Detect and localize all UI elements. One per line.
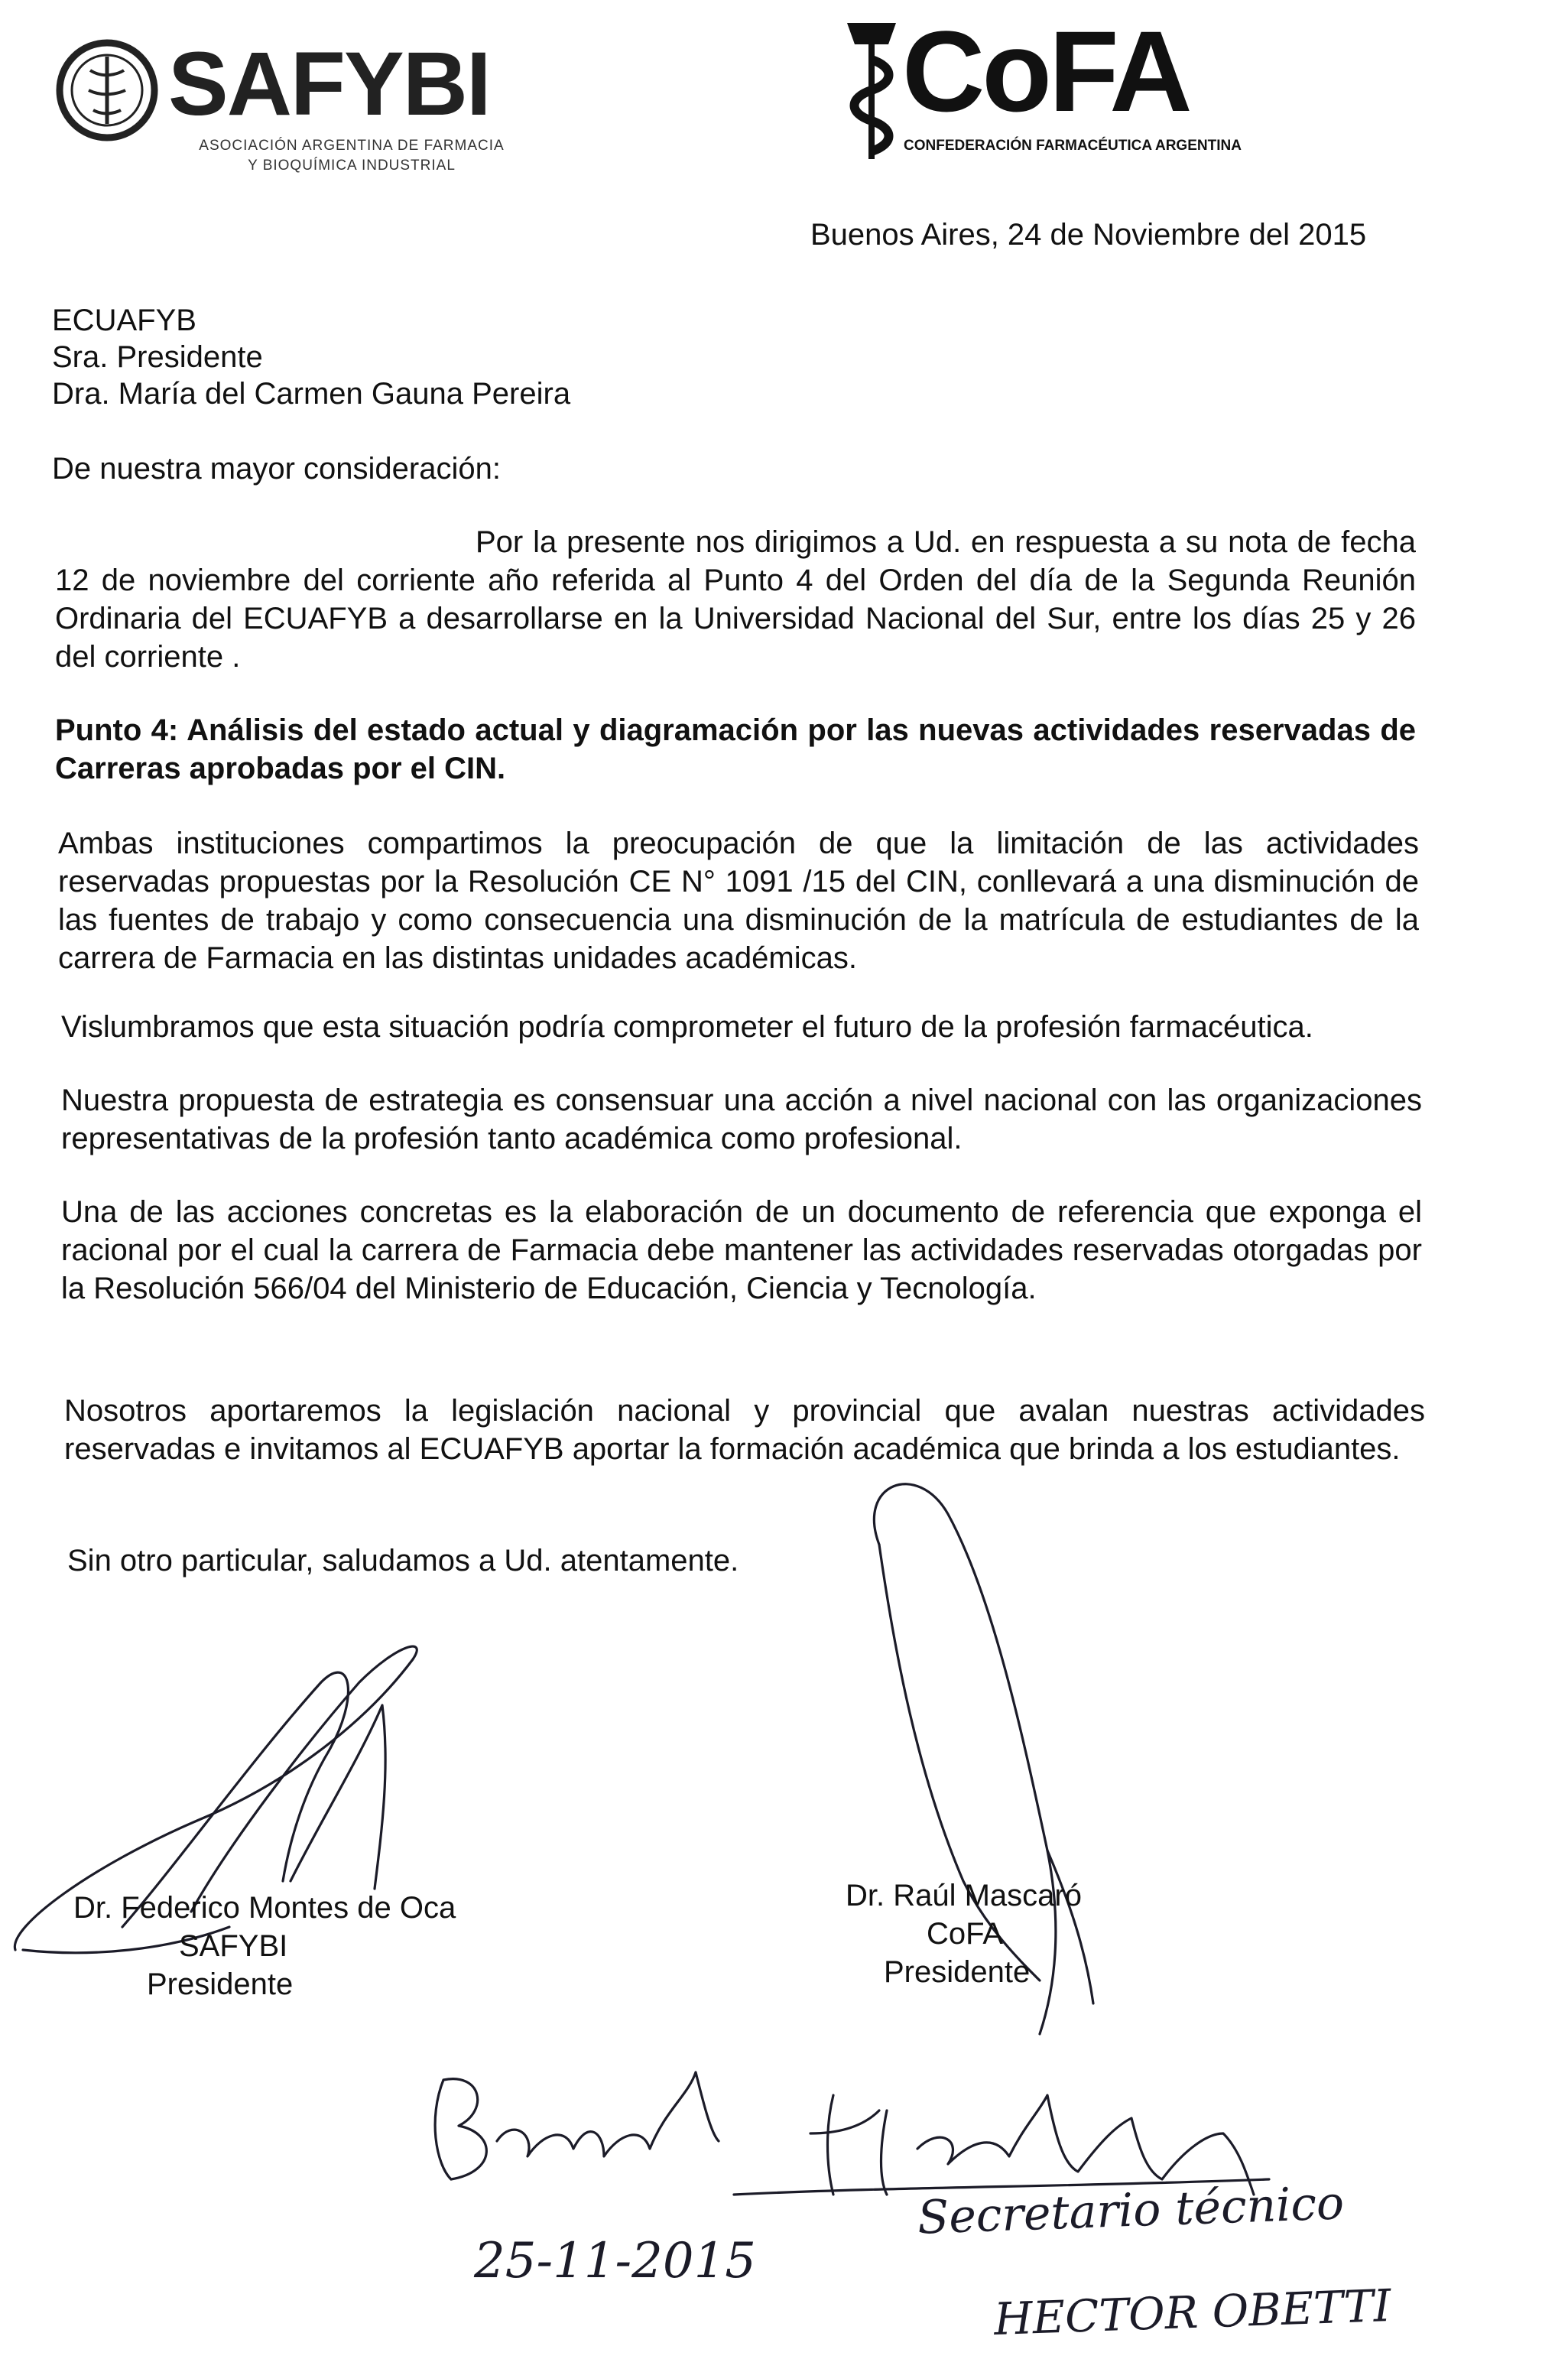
closing-line: Sin otro particular, saludamos a Ud. atentamente. <box>67 1544 739 1578</box>
cofa-logo <box>841 6 1269 182</box>
cofa-subtitle: CONFEDERACIÓN FARMACÉUTICA ARGENTINA <box>904 138 1242 154</box>
body-paragraph-5: Nosotros aportaremos la legislación nacional y provincial que avalan nuestras actividades reservadas e invitamos al ECUAFYB aportar la formación académica que brinda a los estudiantes. <box>64 1394 1425 1466</box>
body-paragraph-4: Una de las acciones concretas es la elaboración de un documento de referencia que exponga el racional por el cual la carrera de Farmacia debe mantener las actividades reservadas otorgadas por la Resolución 566/04 del Ministerio de Educación, Ciencia y Tecnología. <box>61 1195 1422 1305</box>
caduceus-seal-icon <box>54 37 161 144</box>
signatory-left-name: Dr. Federico Montes de Oca <box>73 1891 456 1925</box>
safybi-subtitle-line1: ASOCIACIÓN ARGENTINA DE FARMACIA <box>199 138 505 154</box>
body-paragraph-2: Vislumbramos que esta situación podría comprometer el futuro de la profesión farmacéutica. <box>61 1010 1313 1044</box>
salutation: De nuestra mayor consideración: <box>52 452 501 486</box>
safybi-wordmark: SAFYBI <box>168 34 490 135</box>
handwritten-title: Secretario técnico <box>916 2176 1346 2245</box>
handwritten-date: 25-11-2015 <box>474 2233 756 2289</box>
handwritten-initials-left <box>413 2049 734 2202</box>
handwritten-name: HECTOR OBETTI <box>992 2279 1392 2346</box>
intro-paragraph: Por la presente nos dirigimos a Ud. en respuesta a su nota de fecha 12 de noviembre del corriente año referida al Punto 4 del Orden del día de la Segunda Reunión Ordinaria del ECUAFYB a desarrollarse en la Universidad Nacional del Sur, entre los días 25 y 26 del corriente . <box>55 525 1416 674</box>
body-paragraph-1: Ambas instituciones compartimos la preocupación de que la limitación de las actividades reservadas propuestas por la Resolución CE N° 1091 /15 del CIN, conllevará a una disminución de las fuentes de trabajo y como consecuencia una disminución de la matrícula de estudiantes de la carrera de Farmacia en las distintas unidades académicas. <box>58 827 1419 975</box>
safybi-subtitle-line2: Y BIOQUÍMICA INDUSTRIAL <box>248 158 456 174</box>
signatory-right-org: CoFA <box>927 1917 1004 1951</box>
bowl-of-hygieia-icon <box>841 14 902 167</box>
signatory-right-name: Dr. Raúl Mascaró <box>846 1879 1082 1912</box>
cofa-wordmark: CoFA <box>902 7 1190 135</box>
signatory-left-org: SAFYBI <box>179 1929 288 1963</box>
recipient-line-2: Sra. Presidente <box>52 340 263 374</box>
recipient-line-1: ECUAFYB <box>52 304 196 337</box>
safybi-logo <box>54 31 512 184</box>
recipient-line-3: Dra. María del Carmen Gauna Pereira <box>52 377 571 411</box>
signatory-left-role: Presidente <box>147 1967 294 2001</box>
signatory-right-role: Presidente <box>884 1955 1031 1989</box>
letter-date: Buenos Aires, 24 de Noviembre del 2015 <box>810 218 1367 252</box>
point-4-heading: Punto 4: Análisis del estado actual y diagramación por las nuevas actividades reservadas de Carreras aprobadas por el CIN. <box>55 713 1416 785</box>
body-paragraph-3: Nuestra propuesta de estrategia es consensuar una acción a nivel nacional con las organizaciones representativas de la profesión tanto académica como profesional. <box>61 1084 1422 1155</box>
